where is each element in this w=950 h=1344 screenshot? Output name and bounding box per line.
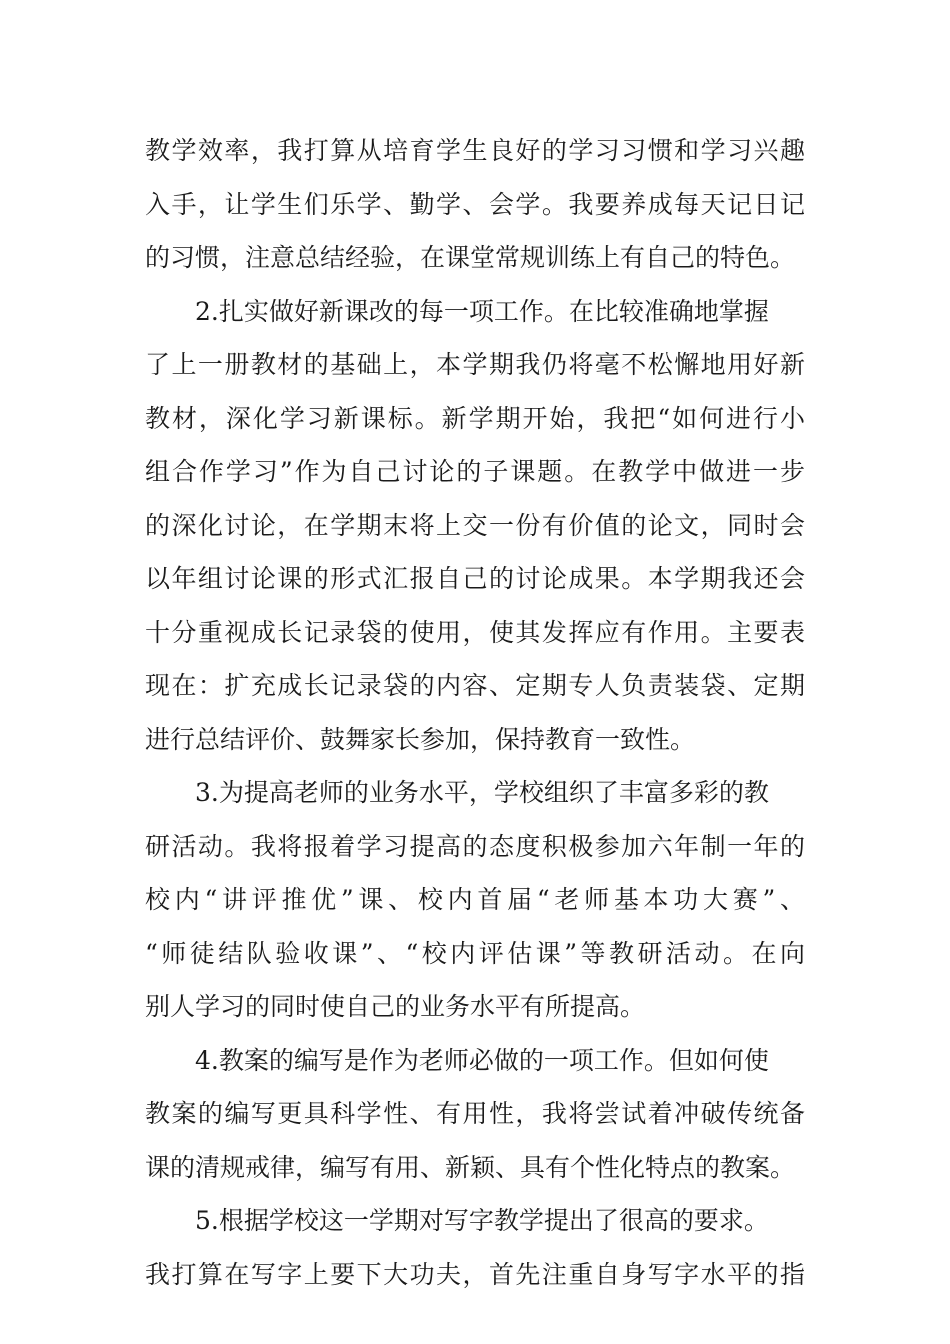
text-line: 进行总结评价、鼓舞家长参加，保持教育一致性。: [145, 724, 696, 754]
text-line: 以年组讨论课的形式汇报自己的讨论成果。本学期我还会: [145, 564, 805, 593]
paragraph-start-line: 4.教案的编写是作为老师必做的一项工作。但如何使: [195, 1045, 769, 1075]
body-text: [145, 124, 805, 1301]
text-line: 的深化讨论，在学期末将上交一份有价值的论文，同时会: [145, 510, 805, 540]
text-line: 教学效率，我打算从培育学生良好的学习习惯和学习兴趣: [145, 136, 805, 165]
text-line: 别人学习的同时使自己的业务水平有所提高。: [145, 992, 646, 1021]
text-line: 我打算在写字上要下大功夫，首先注重自身写字水平的指: [145, 1259, 805, 1289]
text-line: 组合作学习”作为自己讨论的子课题。在教学中做进一步: [145, 457, 805, 486]
paragraph-start-line: 5.根据学校这一学期对写字教学提出了很高的要求。: [195, 1206, 769, 1235]
text-line: 的习惯，注意总结经验，在课堂常规训练上有自己的特色。: [145, 243, 796, 272]
text-line: 研活动。我将报着学习提高的态度积极参加六年制一年的: [145, 831, 805, 861]
text-line: 现在：扩充成长记录袋的内容、定期专人负责装袋、定期: [145, 671, 805, 700]
text-line: 教材，深化学习新课标。新学期开始，我把“如何进行小: [145, 403, 805, 433]
text-line: 教案的编写更具科学性、有用性，我将尝试着冲破传统备: [145, 1099, 805, 1128]
text-line: 校内“讲评推优”课、校内首届“老师基本功大赛”、: [145, 885, 805, 914]
paragraph-start-line: 2.扎实做好新课改的每一项工作。在比较准确地掌握: [195, 296, 769, 326]
text-line: 了上一册教材的基础上，本学期我仍将毫不松懈地用好新: [145, 350, 805, 379]
text-line: 十分重视成长记录袋的使用，使其发挥应有作用。主要表: [145, 617, 805, 647]
text-line: “师徒结队验收课”、“校内评估课”等教研活动。在向: [145, 938, 805, 968]
text-line: 课的清规戒律，编写有用、新颖、具有个性化特点的教案。: [145, 1152, 796, 1182]
paragraph-start-line: 3.为提高老师的业务水平，学校组织了丰富多彩的教: [195, 778, 769, 807]
text-line: 入手，让学生们乐学、勤学、会学。我要养成每天记日记: [145, 189, 805, 219]
